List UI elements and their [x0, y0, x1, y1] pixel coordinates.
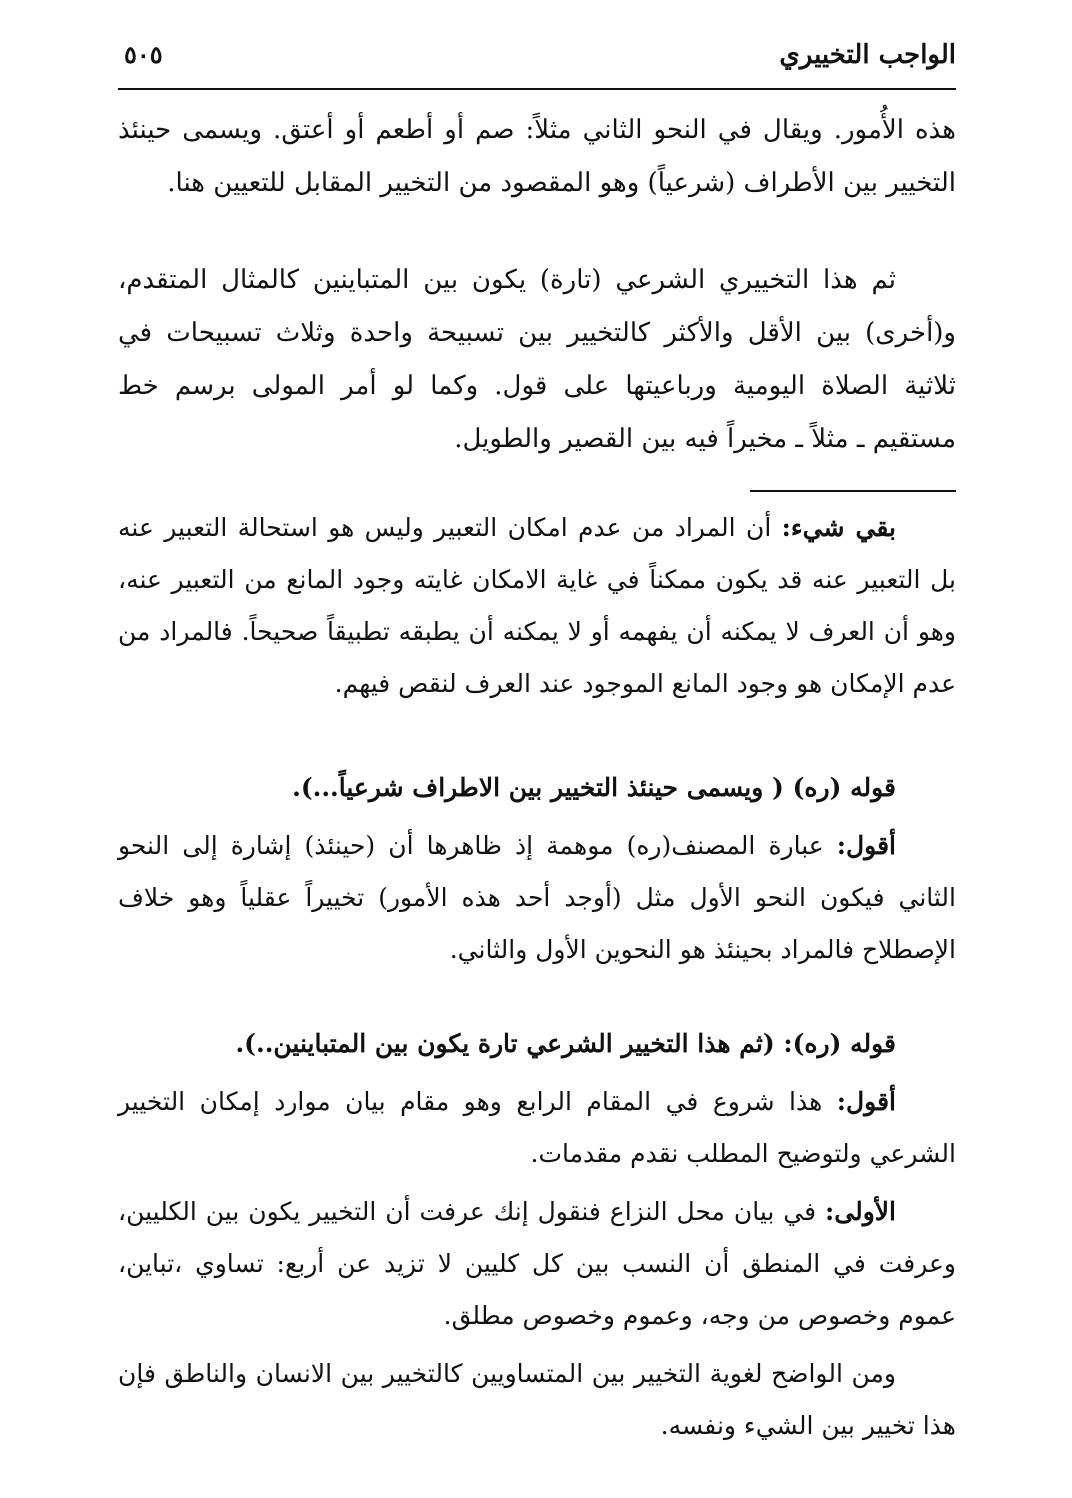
- answer-lead-2: أقول:: [836, 1087, 896, 1116]
- first-premise-lead: الأولى:: [825, 1197, 896, 1226]
- answer-text-1: عبارة المصنف(ره) موهمة إذ ظاهرها أن (حينئذ) إشارة إلى النحو الثاني فيكون النحو الأول مثل (أوجد أحد هذه الأمور) تخييراً عقلياً وهو خلاف الإصطلاح فالمراد بحينئذ هو النحوين الأول والثاني.: [118, 831, 956, 964]
- footnote-section: [118, 502, 956, 1452]
- document-page: [118, 0, 956, 1498]
- first-premise-paragraph: [118, 1186, 956, 1342]
- answer-lead-1: أقول:: [836, 831, 896, 860]
- main-paragraph-1: هذه الأُمور. ويقال في النحو الثاني مثلاً: صم أو أطعم أو أعتق. ويسمى حينئذ التخيير بين الأطراف (شرعياً) وهو المقصود من التخيير المقابل للتعيين هنا.: [118, 115, 956, 198]
- answer-text-2: هذا شروع في المقام الرابع وهو مقام بيان موارد إمكان التخيير الشرعي ولتوضيح المطلب نقدم مقدمات.: [118, 1087, 956, 1168]
- answer-paragraph-1: [118, 820, 956, 976]
- footnote-separator: [750, 490, 956, 492]
- first-premise-text: في بيان محل النزاع فنقول إنك عرفت أن التخيير يكون بين الكليين، وعرفت في المنطق أن النسب بين كل كليين لا تزيد عن أربع: تساوي ،تباين، عموم وخصوص من وجه، وعموم وخصوص مطلق.: [118, 1197, 956, 1330]
- header-rule: [118, 88, 956, 90]
- running-header: [118, 36, 956, 80]
- footnote-lead: بقي شيء:: [781, 513, 896, 542]
- closing-paragraph: ومن الواضح لغوية التخيير بين المتساويين كالتخيير بين الانسان والناطق فإن هذا تخيير بين الشيء ونفسه.: [118, 1359, 956, 1440]
- quote-heading-1: قوله (ره) ( ويسمى حينئذ التخيير بين الاطراف شرعياً...).: [292, 773, 896, 802]
- footnote-paragraph-1: [118, 502, 956, 710]
- quote-heading-2: قوله (ره): (ثم هذا التخيير الشرعي تارة يكون بين المتباينين..).: [235, 1029, 896, 1058]
- answer-paragraph-2: [118, 1076, 956, 1180]
- main-paragraph-2: ثم هذا التخييري الشرعي (تارة) يكون بين المتباينين كالمثال المتقدم، و(أخرى) بين الأقل والأكثر كالتخيير بين تسبيحة واحدة وثلاث تسبيحات في ثلاثية الصلاة اليومية ورباعيتها على قول. وكما لو أمر المولى برسم خط مستقيم ـ مثلاً ـ مخيراً فيه بين القصير والطويل.: [118, 265, 956, 454]
- page-number: ٥٠٥: [124, 40, 163, 69]
- chapter-title: الواجب التخييري: [779, 40, 956, 70]
- main-text: [118, 104, 956, 1452]
- footnote-text: أن المراد من عدم امكان التعبير وليس هو استحالة التعبير عنه بل التعبير عنه قد يكون ممكناً في غاية الامكان غايته وجود المانع من التعبير عنه، وهو أن العرف لا يمكنه أن يفهمه أو لا يمكنه أن يطبقه تطبيقاً صحيحاً. فالمراد من عدم الإمكان هو وجود المانع الموجود عند العرف لنقص فيهم.: [118, 513, 956, 698]
